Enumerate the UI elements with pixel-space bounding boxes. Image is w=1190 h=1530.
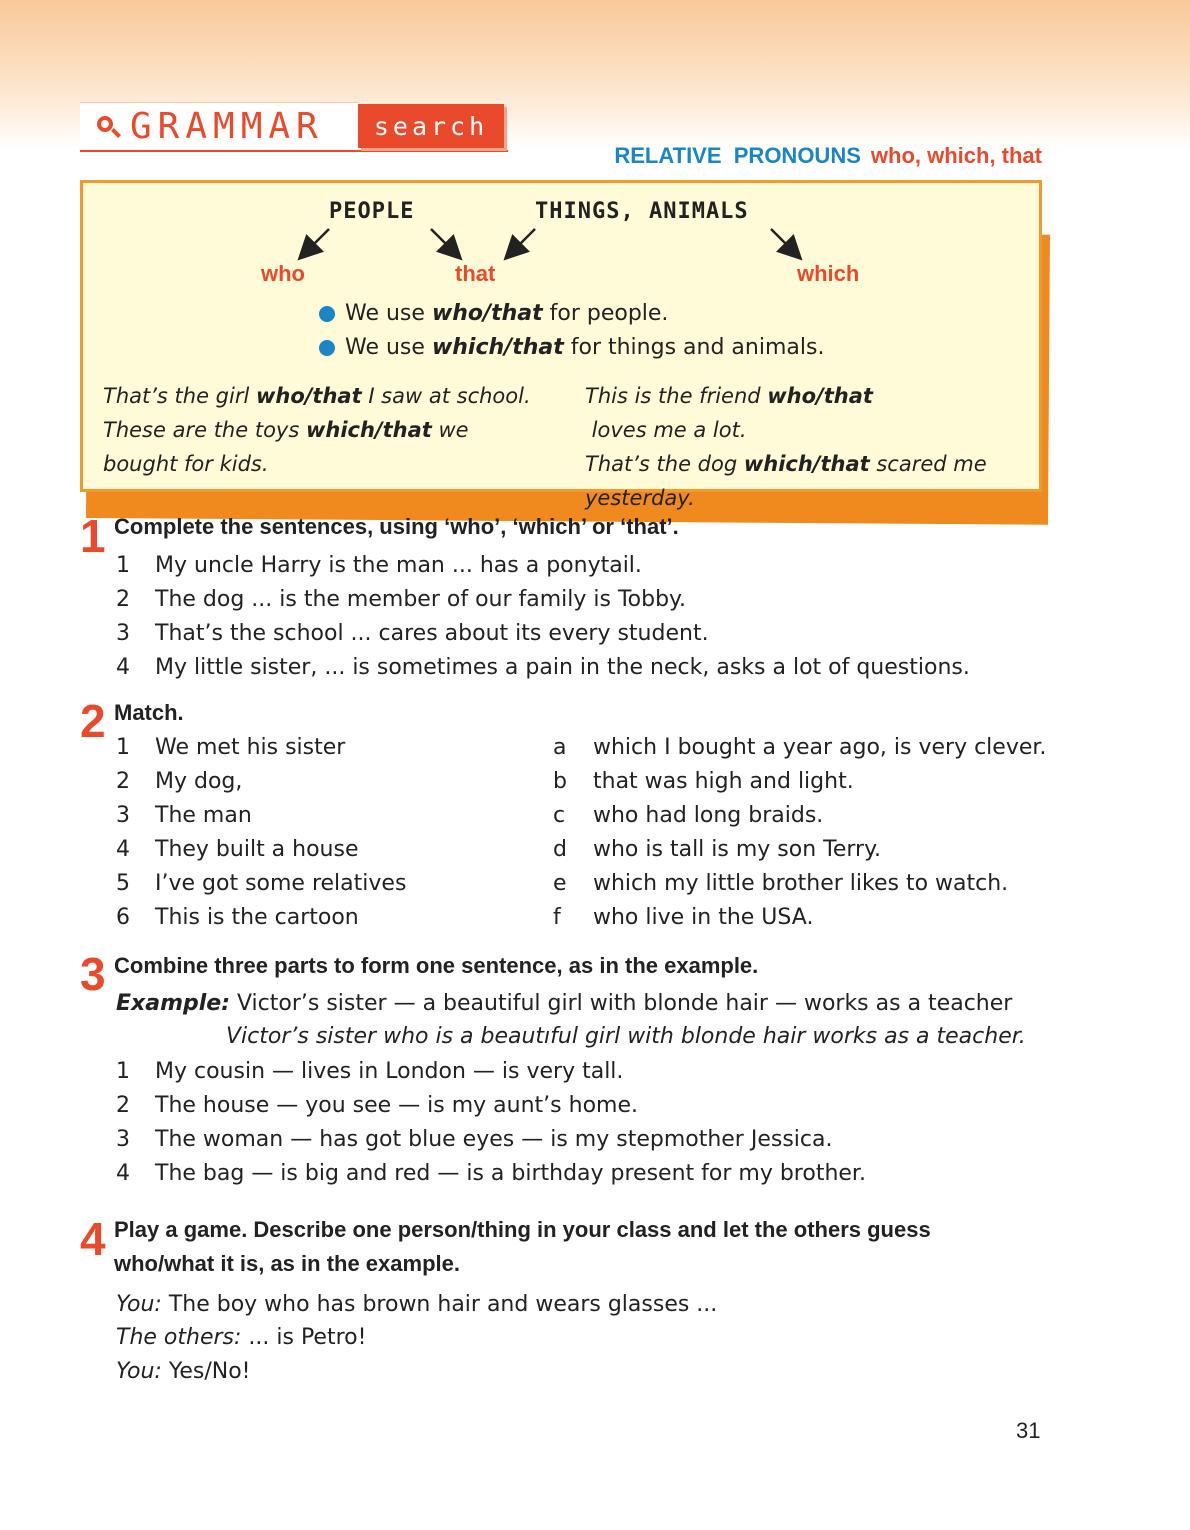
dialogue-line: The others: ... is Petro! [116, 1325, 367, 1350]
match-row: 3 The man c who had long braids. [116, 803, 824, 828]
arrow-people-that [431, 229, 459, 257]
example-answer: Victor’s sister who is a beautıful girl with blonde hair works as a teacher. [226, 1024, 1026, 1049]
match-row: 6 This is the cartoon f who live in the USA. [116, 905, 814, 930]
list-item: 4 The bag — is big and red — is a birthday present for my brother. [116, 1161, 866, 1186]
example-label: Example: [116, 991, 230, 1016]
exercise-2-number: 2 [80, 695, 106, 747]
arrow-people-who [301, 229, 329, 257]
arrow-things-that [507, 229, 535, 257]
exercise-4-number: 4 [80, 1213, 106, 1265]
rule-which-that [319, 335, 824, 360]
match-row: 1 We met his sister a which I bought a year ago, is very clever. [116, 735, 1047, 760]
rule2-post: for things and animals. [563, 335, 825, 360]
example-line [116, 987, 1012, 1021]
rule1-bold: who/that [431, 301, 543, 326]
match-row: 2 My dog, b that was high and light. [116, 769, 854, 794]
pronoun-who: who [261, 261, 305, 286]
example-right-1: This is the friend who/that loves me a lot. [585, 384, 873, 442]
logo-word: GRAMMAR [130, 106, 324, 147]
things-label: THINGS, ANIMALS [535, 199, 749, 224]
magnifier-icon [94, 112, 124, 142]
dialogue-line: You: Yes/No! [116, 1359, 251, 1384]
topic-title-blue: RELATIVE PRONOUNS [614, 143, 861, 168]
rule1-post: for people. [542, 301, 669, 326]
exercise-3-instruction: Combine three parts to form one sentence, as in the example. [114, 953, 759, 978]
bullet-icon [319, 306, 335, 322]
topic-title [614, 143, 1042, 169]
list-item: 2 The dog ... is the member of our family is Tobby. [116, 587, 686, 612]
pronoun-which: which [797, 261, 860, 286]
exercise-1-instruction: Complete the sentences, using ‘who’, ‘which’ or ‘that’. [114, 514, 679, 539]
list-item: 3 That’s the school ... cares about its every student. [116, 621, 709, 646]
match-row: 5 I’ve got some relatives e which my little brother likes to watch. [116, 871, 1009, 896]
rule2-pre: We use [345, 335, 432, 360]
logo-word-panel [80, 102, 358, 150]
diagram-arrows [83, 183, 1045, 283]
rule-who-that [319, 301, 668, 326]
topic-title-red: who, which, that [870, 143, 1042, 168]
list-item: 1 My cousin — lives in London — is very tall. [116, 1059, 624, 1084]
exercise-3-number: 3 [80, 948, 106, 1000]
arrow-things-which [771, 229, 799, 257]
example-text: Victor’s sister — a beautiful girl with blonde hair — works as a teacher [230, 991, 1013, 1016]
page-number: 31 [1016, 1418, 1041, 1443]
list-item: 4 My little sister, ... is sometimes a pain in the neck, asks a lot of questions. [116, 655, 970, 680]
list-item: 1 My uncle Harry is the man ... has a ponytail. [116, 553, 642, 578]
match-row: 4 They built a house d who is tall is my son Terry. [116, 837, 881, 862]
example-left-2: These are the toys which/that we bought for kids. [103, 418, 476, 476]
exercise-1-number: 1 [80, 510, 106, 562]
exercise-4-instruction-2: who/what it is, as in the example. [114, 1251, 460, 1276]
exercise-4-instruction-1: Play a game. Describe one person/thing in your class and let the others guess [114, 1217, 931, 1242]
exercise-2-instruction: Match. [114, 700, 184, 725]
list-item: 2 The house — you see — is my aunt’s home. [116, 1093, 638, 1118]
example-left-1: That’s the girl who/that I saw at school. [103, 384, 531, 408]
examples-right [585, 379, 1025, 515]
logo-tag: search [358, 104, 504, 148]
rule2-bold: which/that [431, 335, 564, 360]
people-label: PEOPLE [329, 199, 415, 224]
rule1-pre: We use [345, 301, 432, 326]
grammar-search-logo [80, 102, 508, 152]
examples-left [103, 379, 543, 481]
bullet-icon [319, 340, 335, 356]
grammar-box [80, 180, 1042, 510]
dialogue-line: You: The boy who has brown hair and wears glasses ... [116, 1292, 718, 1317]
example-right-2: That’s the dog which/that scared me yesterday. [585, 452, 994, 510]
list-item: 3 The woman — has got blue eyes — is my stepmother Jessica. [116, 1127, 833, 1152]
pronoun-that: that [455, 261, 496, 286]
